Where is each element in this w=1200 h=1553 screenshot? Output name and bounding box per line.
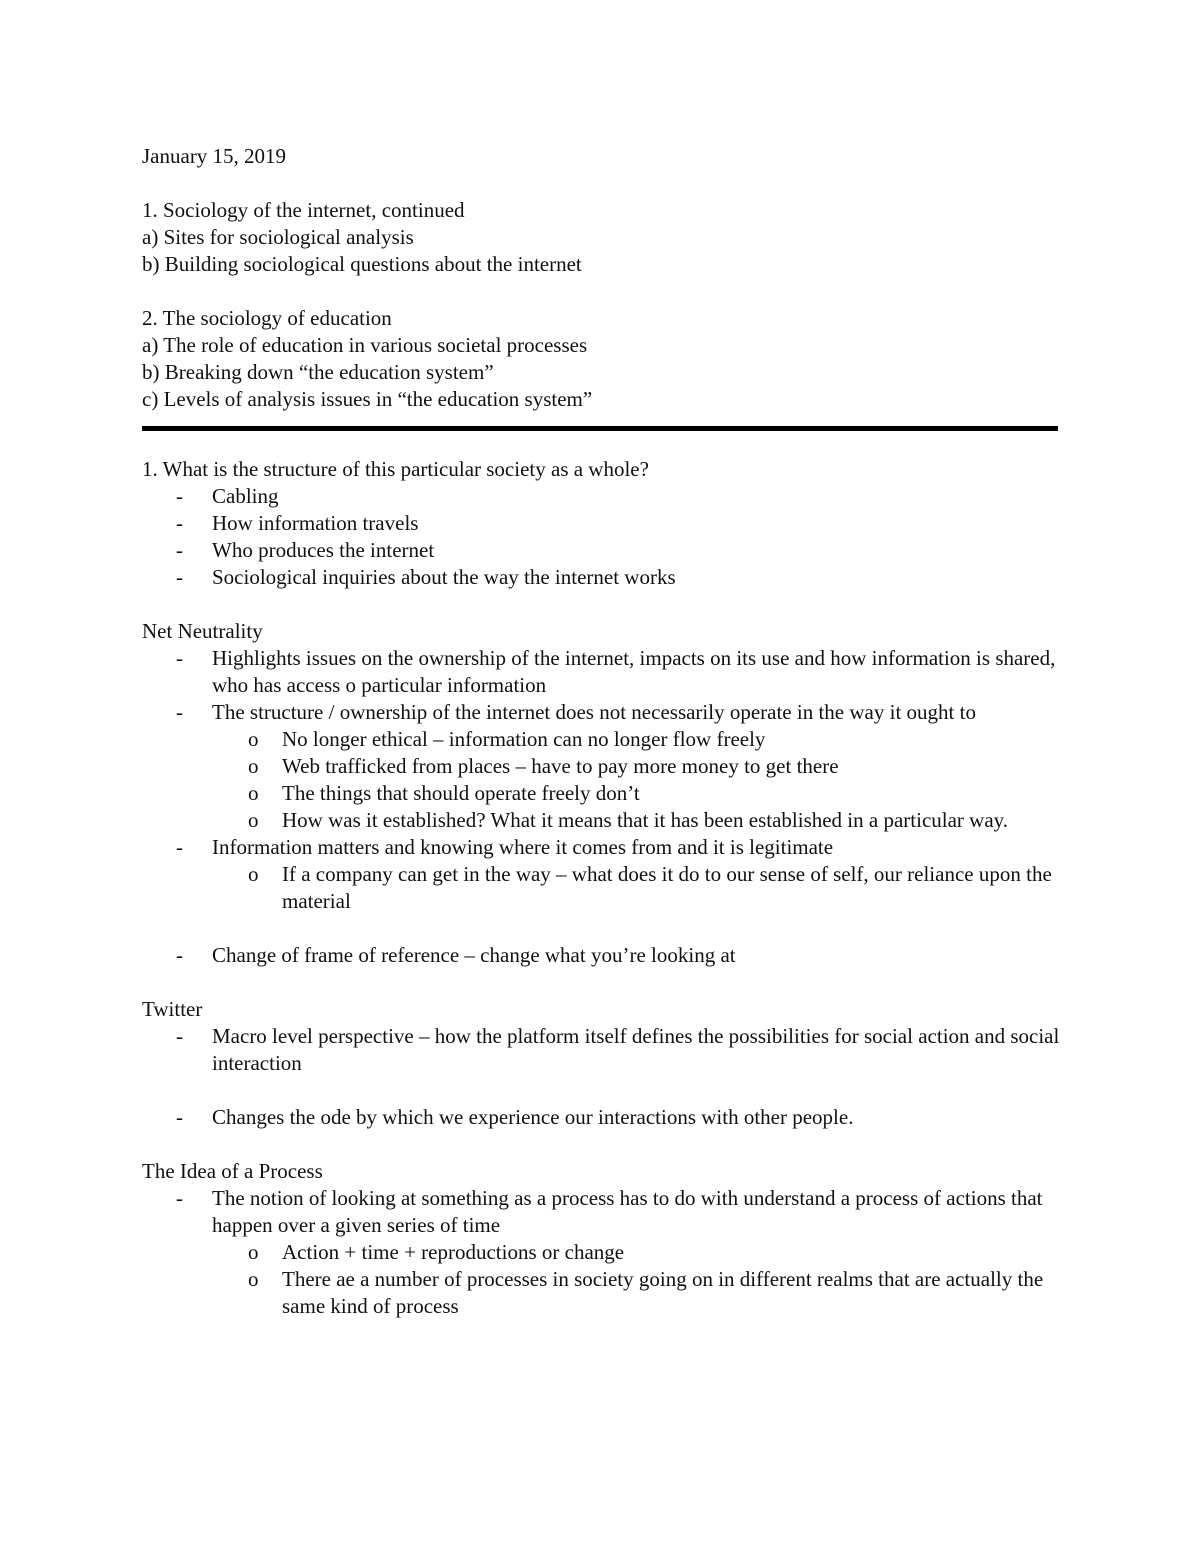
- dash-bullet: -: [176, 1105, 183, 1129]
- list-item-text: Change of frame of reference – change what you’re looking at: [212, 943, 736, 967]
- agenda-sub-2c: c) Levels of analysis issues in “the education system”: [142, 387, 593, 411]
- list-item: [142, 1104, 1062, 1131]
- dash-bullet: -: [176, 646, 183, 670]
- list-item-text: Who produces the internet: [212, 538, 435, 562]
- dash-bullet: -: [176, 700, 183, 724]
- date-line: January 15, 2019: [142, 144, 287, 168]
- twitter-heading: Twitter: [142, 997, 203, 1021]
- dash-bullet: -: [176, 835, 183, 859]
- list-item: [142, 564, 1062, 591]
- list-item-text: Action + time + reproductions or change: [282, 1240, 625, 1264]
- list-item-text: Information matters and knowing where it comes from and it is legitimate: [212, 835, 834, 859]
- dash-bullet: -: [176, 1024, 183, 1048]
- list-item-text: How was it established? What it means that it has been established in a particular way.: [282, 808, 1009, 832]
- circle-bullet: o: [248, 727, 259, 751]
- list-item: [142, 942, 1062, 969]
- dash-bullet: -: [176, 565, 183, 589]
- circle-bullet: o: [248, 1240, 259, 1264]
- sub-list-item: [142, 1266, 1062, 1320]
- dash-bullet: -: [176, 943, 183, 967]
- question-heading: 1. What is the structure of this particular society as a whole?: [142, 457, 649, 481]
- list-item-text: How information travels: [212, 511, 419, 535]
- dash-bullet: -: [176, 484, 183, 508]
- list-item: [142, 483, 1062, 510]
- document-page: [142, 143, 1062, 1320]
- list-item-text: If a company can get in the way – what does it do to our sense of self, our reliance upon the material: [282, 862, 1052, 913]
- list-item: [142, 1185, 1062, 1239]
- agenda-sub-1a: a) Sites for sociological analysis: [142, 225, 414, 249]
- sub-list-item: [142, 726, 1062, 753]
- sub-list-item: [142, 753, 1062, 780]
- list-item-text: The structure / ownership of the internet does not necessarily operate in the way it ought to: [212, 700, 976, 724]
- circle-bullet: o: [248, 808, 259, 832]
- agenda-sub-2b: b) Breaking down “the education system”: [142, 360, 494, 384]
- list-item-text: The things that should operate freely don’t: [282, 781, 640, 805]
- list-item-text: Cabling: [212, 484, 279, 508]
- list-item-text: The notion of looking at something as a process has to do with understand a process of actions that happen over a given series of time: [212, 1186, 1043, 1237]
- list-item-text: Web trafficked from places – have to pay more money to get there: [282, 754, 839, 778]
- list-item: [142, 699, 1062, 726]
- list-item: [142, 645, 1062, 699]
- horizontal-divider: [142, 426, 1058, 431]
- circle-bullet: o: [248, 862, 259, 886]
- circle-bullet: o: [248, 754, 259, 778]
- list-item-text: Macro level perspective – how the platform itself defines the possibilities for social action and social interaction: [212, 1024, 1060, 1075]
- agenda-sub-2a: a) The role of education in various societal processes: [142, 333, 588, 357]
- dash-bullet: -: [176, 538, 183, 562]
- list-item-text: Highlights issues on the ownership of the internet, impacts on its use and how information is shared, who has access o particular information: [212, 646, 1056, 697]
- circle-bullet: o: [248, 781, 259, 805]
- agenda-heading-1: 1. Sociology of the internet, continued: [142, 198, 465, 222]
- list-item: [142, 510, 1062, 537]
- list-item: [142, 1023, 1062, 1077]
- dash-bullet: -: [176, 511, 183, 535]
- agenda-heading-2: 2. The sociology of education: [142, 306, 392, 330]
- list-item-text: There ae a number of processes in society going on in different realms that are actually the same kind of process: [282, 1267, 1044, 1318]
- sub-list-item: [142, 780, 1062, 807]
- list-item-text: Sociological inquiries about the way the internet works: [212, 565, 676, 589]
- sub-list-item: [142, 1239, 1062, 1266]
- list-item: [142, 537, 1062, 564]
- agenda-sub-1b: b) Building sociological questions about the internet: [142, 252, 582, 276]
- dash-bullet: -: [176, 1186, 183, 1210]
- list-item-text: No longer ethical – information can no longer flow freely: [282, 727, 766, 751]
- circle-bullet: o: [248, 1267, 259, 1291]
- list-item-text: Changes the ode by which we experience our interactions with other people.: [212, 1105, 854, 1129]
- process-heading: The Idea of a Process: [142, 1159, 323, 1183]
- sub-list-item: [142, 861, 1062, 915]
- net-neutrality-heading: Net Neutrality: [142, 619, 263, 643]
- sub-list-item: [142, 807, 1062, 834]
- list-item: [142, 834, 1062, 861]
